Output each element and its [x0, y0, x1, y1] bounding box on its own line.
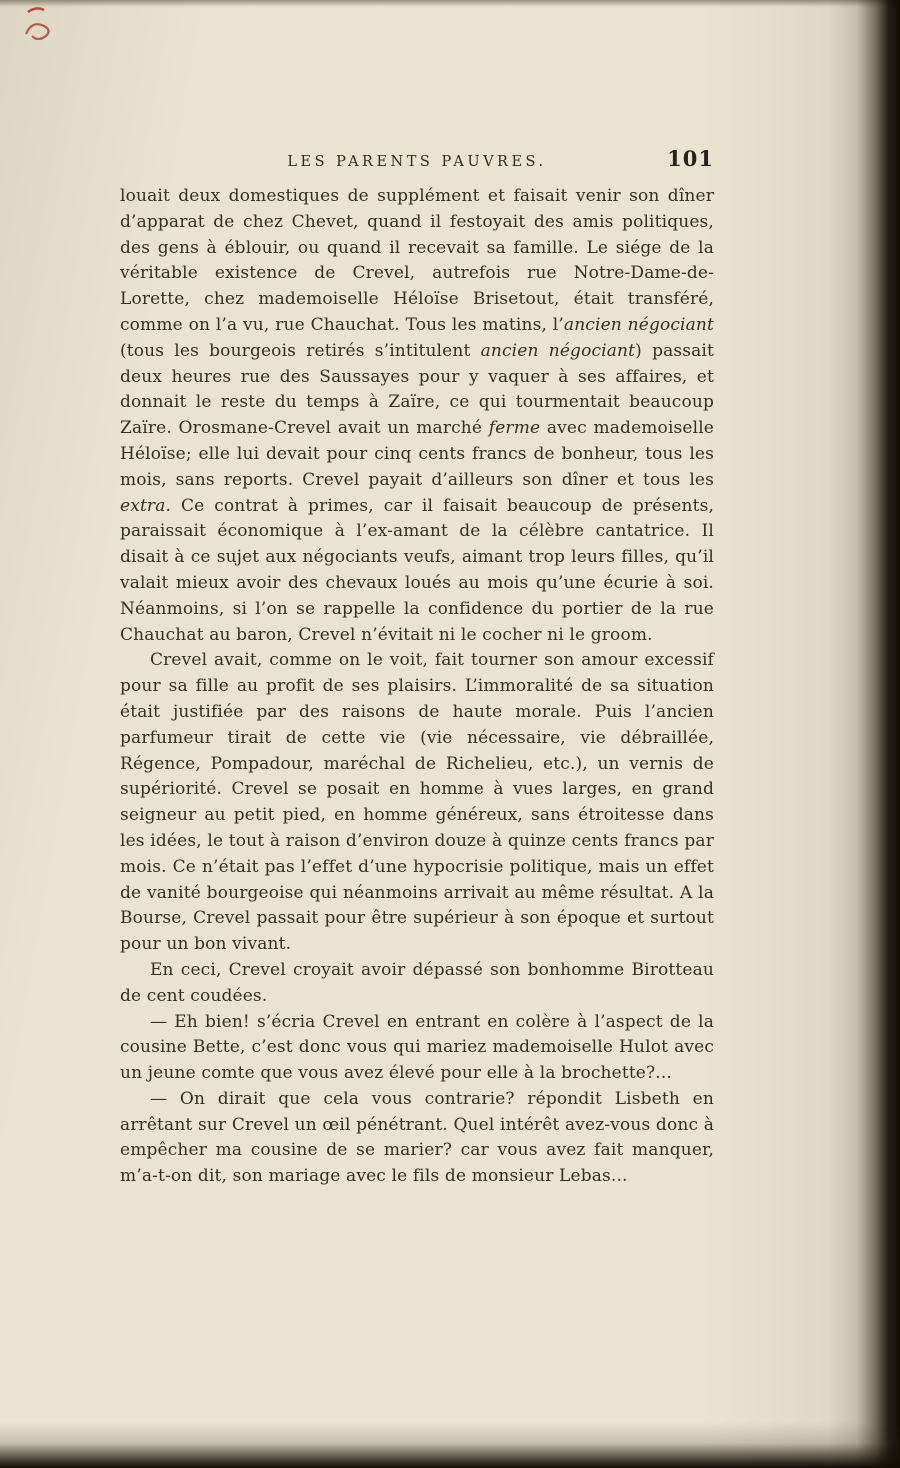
page-header: [120, 146, 714, 180]
paragraph: [120, 958, 714, 1010]
page-text: [120, 184, 714, 1190]
red-pen-marks-svg: [20, 4, 80, 56]
red-pen-marks: [20, 4, 80, 56]
scan-shadow-bottom: [0, 1422, 900, 1468]
scan-shadow-right: [828, 0, 900, 1468]
scan-shadow-top: [0, 0, 900, 7]
text-run: Crevel avait, comme on le voit, fait tourner son amour excessif pour sa fille au profit de ses plaisirs. L’immoralité de sa situation était justifiée par des raisons de haute morale. Puis l’ancien parfumeur tirait de cette vie (vie nécessaire, vie débraillée, Régence, Pompadour, maréchal de Richelieu, etc.), un vernis de supériorité. Crevel se posait en homme à vues larges, en grand seigneur au petit pied, en homme généreux, sans étroitesse dans les idées, le tout à raison d’environ douze à quinze cents francs par mois. Ce n’était pas l’effet d’une hypocrisie politique, mais un effet de vanité bourgeoise qui néanmoins arrivait au même résultat. A la Bourse, Crevel passait pour être supérieur à son époque et surtout pour un bon vivant.: [120, 650, 714, 955]
text-run: avec mademoiselle Héloïse; elle lui devait pour cinq cents francs de bonheur, tous les mois, sans reports. Crevel payait d’ailleurs son dîner et tous les: [120, 418, 714, 490]
paragraph: [120, 648, 714, 958]
paragraph: [120, 184, 714, 648]
italic-text-run: ferme: [488, 418, 541, 439]
italic-text-run: ancien négociant: [480, 340, 636, 361]
text-run: louait deux domestiques de supplément et faisait venir son dîner d’apparat de chez Chevet, quand il festoyait des amis politiques, des gens à éblouir, ou quand il recevait sa famille. Le siége de la véritable existence de Crevel, autrefois rue Notre-Dame-de-Lorette, chez mademoiselle Héloïse Brisetout, était transféré, comme on l’a vu, rue Chauchat. Tous les matins, l’: [120, 186, 714, 335]
text-run: Ce contrat à primes, car il faisait beaucoup de présents, paraissait économique à l’ex-amant de la célèbre cantatrice. Il disait à ce sujet aux négociants veufs, aimant trop leurs filles, qu’il valait mieux avoir des chevaux loués au mois qu’une écurie à soi. Néanmoins, si l’on se rappelle la confidence du portier de la rue Chauchat au baron, Crevel n’évitait ni le cocher ni le groom.: [120, 495, 714, 645]
text-run: (tous les bourgeois retirés s’intitulent: [120, 340, 481, 361]
page-number: 101: [667, 146, 714, 171]
text-run: — Eh bien! s’écria Crevel en entrant en colère à l’aspect de la cousine Bette, c’est donc vous qui mariez mademoiselle Hulot avec un jeune comte que vous avez élevé pour elle à la brochette?...: [120, 1011, 714, 1084]
running-title: LES PARENTS PAUVRES.: [287, 154, 547, 170]
text-run: En ceci, Crevel croyait avoir dépassé son bonhomme Birotteau de cent coudées.: [120, 959, 714, 1006]
text-run: — On dirait que cela vous contrarie? répondit Lisbeth en arrêtant sur Crevel un œil pénétrant. Quel intérêt avez-vous donc à empêcher ma cousine de se marier? car vous avez fait manquer, m’a-t-on dit, son mariage avec le fils de monsieur Lebas...: [120, 1088, 714, 1187]
italic-text-run: ancien négociant: [563, 314, 714, 335]
italic-text-run: extra.: [120, 495, 172, 516]
paragraph: [120, 1010, 714, 1087]
text-run: ) passait deux heures rue des Saussayes pour y vaquer à ses affaires, et donnait le reste du temps à Zaïre, ce qui tourmentait beaucoup Zaïre. Orosmane-Crevel avait un marché: [120, 340, 714, 439]
paragraph: [120, 1087, 714, 1190]
